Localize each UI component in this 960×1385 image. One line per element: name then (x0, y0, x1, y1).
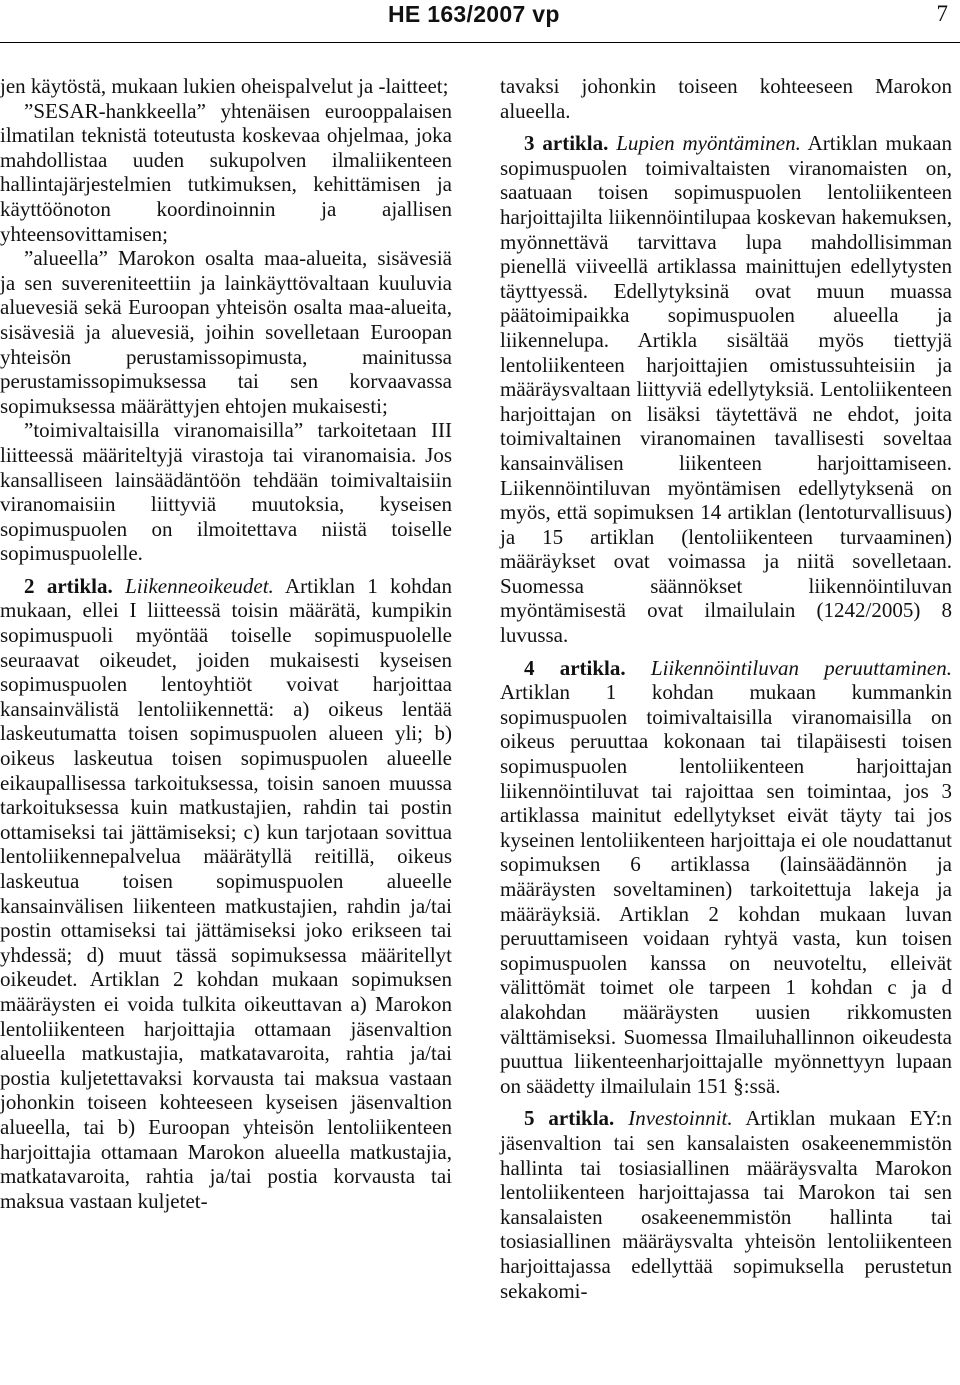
article-heading: 5 artikla. (524, 1106, 615, 1131)
page-header (0, 0, 960, 43)
article-title: Liikenneoikeudet. (125, 573, 274, 598)
article-paragraph (500, 131, 952, 647)
paragraph: ”SESAR-hankkeella” yhtenäisen eurooppalaisen ilmatilan teknistä toteutusta koskevaa ohjelmaa, joka mahdollistaa uuden sukupolven ilmaliikenteen hallintajärjestelmien tutkimuksen, kehittämisen ja käyttöönoton koordinoinnin ja ajallisen yhteensovittamisen; (0, 98, 452, 246)
article-body: Artiklan 1 kohdan mukaan kummankin sopimuspuolen toimivaltaisilla viranomaisilla on oikeus peruuttaa kokonaan tai tilapäisesti toisen sopimuspuolen lentoliikenteen harjoittajan liikennöintiluvat tai rajoittaa sen toimintaa, jos 3 artiklassa mainitut edellytykset eivät täyty tai jos kyseinen lentoliikenteen harjoittaja ei ole noudattanut sopimuksen 6 artiklassa (lainsäädännön ja määräysten soveltaminen) tarkoitettuja lakeja ja määräyksiä. Artiklan 2 kohdan mukaan luvan peruuttamiseen voidaan ryhtyä vasta, kun toisen sopimuspuolen kanssa on neuvoteltu, elleivät välittömät toimet ole tarpeen 1 kohdan c ja d alakohdan määräysten uusien rikkomusten välttämiseksi. Suomessa Ilmailuhallinnon oikeudesta puuttua liikenteenharjoittajalle myönnettyyn lupaan on säädetty ilmailulain 151 §:ssä. (500, 680, 952, 1098)
paragraph-continuation: jen käytöstä, mukaan lukien oheispalvelut ja -laitteet; (0, 74, 449, 98)
article-paragraph (0, 574, 452, 1213)
article-title: Lupien myöntäminen. (616, 131, 801, 156)
paragraph-continuation: tavaksi johonkin toiseen kohteeseen Marokon alueella. (500, 74, 952, 123)
page-number: 7 (936, 1, 948, 26)
article-heading: 3 artikla. (524, 131, 609, 156)
paragraph: ”alueella” Marokon osalta maa-alueita, sisävesiä ja sen suvereniteettiin ja lainkäyttövaltaan kuuluvia aluevesiä sekä Euroopan yhteisön osalta maa-alueita, sisävesiä ja aluevesiä, joihin sovelletaan Euroopan yhteisön perustamissopimusta, mainitussa perustamissopimuksessa tai sen korvaavassa sopimuksessa määrättyjen ehtojen mukaisesti; (0, 246, 452, 418)
article-body: Artiklan 1 kohdan mukaan, ellei I liitteessä toisin määrätä, kumpikin sopimuspuoli myöntää toiselle sopimuspuolelle seuraavat oikeudet, joiden mukaisesti kyseisen sopimuspuolen lentoyhtiöt voivat harjoittaa kansainvälistä lentoliikennettä: a) oikeus lentää laskeutumatta toisen sopimuspuolen alueen yli; b) oikeus laskeutua toisen sopimuspuolen alueelle eikaupallisessa tarkoituksessa, toisin sanoen muussa tarkoituksessa kuin matkustajien, rahdin tai postin ottamiseksi tai jättämiseksi; c) kun tarjotaan sovittua lentoliikennepalvelua määrätyllä reitillä, oikeus laskeutua toisen sopimuspuolen alueelle kansainvälisen liikenteen matkustajien, rahdin ja/tai postin ottamiseksi tai jättämiseksi joko erikseen tai yhdessä; d) muut tässä sopimuksessa määritellyt oikeudet. Artiklan 2 kohdan mukaan sopimuksen määräysten ei voida tulkita oikeuttavan a) Marokon lentoliikenteen harjoittajia ottamaan jäsenvaltion alueella matkustajia, matkatavaroita, rahtia ja/tai postia kuljetettavaksi korvausta tai maksua vastaan johonkin toiseen kohteeseen kyseisen jäsenvaltion alueella, tai b) Euroopan yhteisön lentoliikenteen harjoittajia ottamaan Marokon alueella matkustajia, matkatavaroita, rahtia ja/tai postia korvausta tai maksua vastaan kuljetet- (0, 573, 452, 1213)
article-paragraph (500, 1106, 952, 1303)
left-text-column (0, 74, 452, 1213)
article-heading: 2 artikla. (24, 573, 113, 598)
article-body: Artiklan mukaan sopimuspuolen toimivaltaisten viranomaisten on, saatuaan toisen sopimuspuolen lentoliikenteen harjoittajilta liikennöintilupaa koskevan hakemuksen, myönnettävä tarvittava lupa mahdollisimman pienellä viiveellä artiklassa mainittujen edellytysten täyttyessä. Edellytyksinä ovat muun muassa päätoimipaikka sopimuspuolen alueella ja liikennelupa. Artikla sisältää myös tiettyjä lentoliikenteen harjoittajien omistussuhteisiin ja määräysvaltaan liittyviä edellytyksiä. Lentoliikenteen harjoittajan on lisäksi täytettävä ne ehdot, joita toimivaltainen viranomainen tavallisesti soveltaa kansainvälisen liikenteen harjoittamiseen. Liikennöintiluvan myöntämisen edellytyksenä on myös, että sopimuksen 14 artiklan (lentoturvallisuus) ja 15 artiklan (lentoliikenteen turvaaminen) määräykset ovat voimassa ja niitä sovelletaan. Suomessa säännökset liikennöintiluvan myöntämisestä ovat ilmailulain (1242/2005) 8 luvussa. (500, 131, 952, 648)
article-title: Investoinnit. (628, 1106, 733, 1131)
article-body: Artiklan mukaan EY:n jäsenvaltion tai sen kansalaisten osakeenemmistön hallinta tai tosiasiallinen määräysvalta Marokon lentoliikenteen harjoittajassa tai Marokon tai sen kansalaisten osakeenemmistön hallinta tai tosiasiallinen määräysvalta yhteisön lentoliikenteen harjoittajassa edellyttää sopimuksella perustetun sekakomi- (500, 1106, 953, 1303)
right-text-column (500, 74, 952, 1303)
paragraph: ”toimivaltaisilla viranomaisilla” tarkoitetaan III liitteessä määriteltyjä virastoja tai viranomaisia. Jos kansalliseen lainsäädäntöön tehdään toimivaltaisiin viranomaisiin liittyviä muutoksia, kyseisen sopimuspuolen on ilmoitettava niistä toiselle sopimuspuolelle. (0, 418, 452, 566)
article-heading: 4 artikla. (524, 655, 626, 680)
document-id: HE 163/2007 vp (388, 1, 560, 27)
article-title: Liikennöintiluvan peruuttaminen. (650, 655, 953, 680)
article-paragraph (500, 656, 952, 1099)
